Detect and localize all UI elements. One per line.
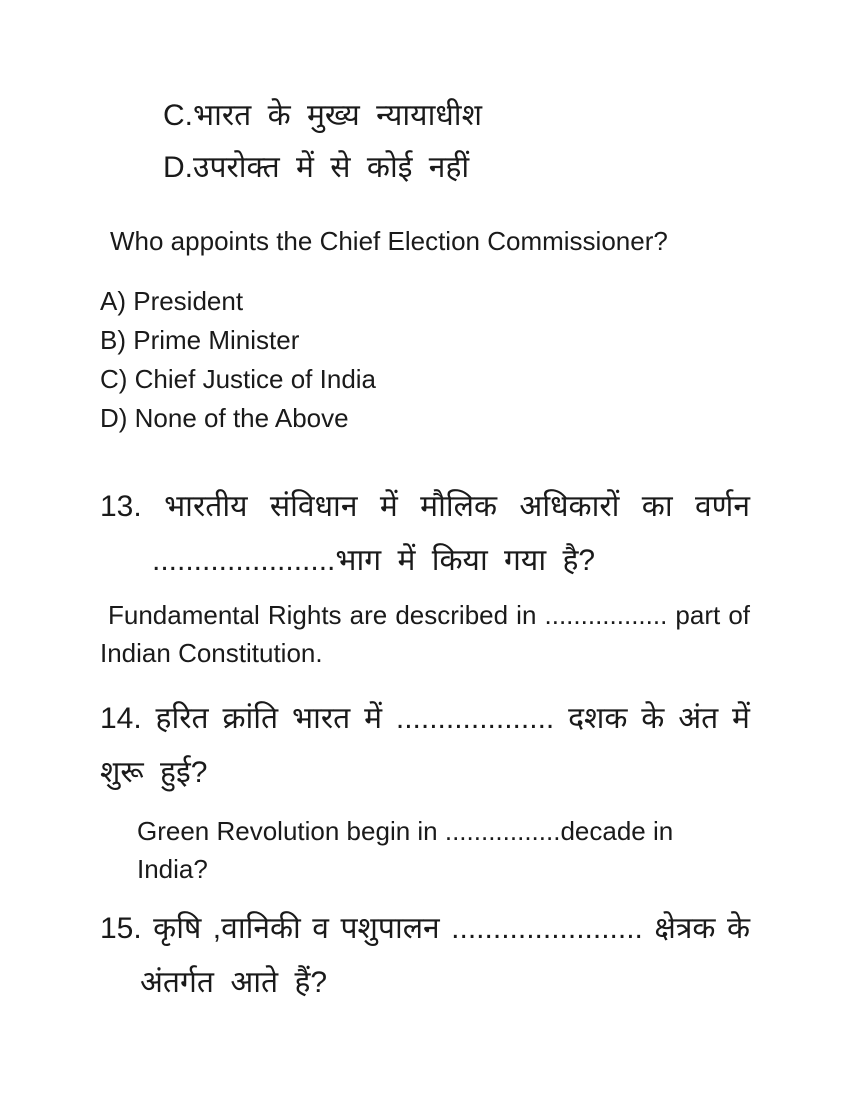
question-13-hindi-line-2: ......................भाग में किया गया है?	[152, 544, 596, 577]
question-14-english: Green Revolution begin in ................decade in India?	[137, 816, 688, 884]
question-13-english-line-2: Indian Constitution.	[100, 638, 323, 668]
question-13-english-line-1: Fundamental Rights are described in ................. part of	[108, 600, 750, 630]
option-d-english: D) None of the Above	[100, 403, 349, 433]
question-14-hindi-line-2: शुरू हुई?	[100, 756, 208, 789]
option-d-hindi: D.उपरोक्त में से कोई नहीं	[163, 151, 470, 184]
option-c-english: C) Chief Justice of India	[100, 364, 377, 394]
question-cec-text: Who appoints the Chief Election Commissioner?	[110, 226, 668, 256]
question-cec-options	[100, 282, 750, 438]
option-b-english: B) Prime Minister	[100, 325, 300, 355]
question-14-hindi-line-1: 14. हरित क्रांति भारत में ................... दशक के अंत में	[100, 702, 750, 735]
option-a-english: A) President	[100, 286, 244, 316]
option-c-hindi: C.भारत के मुख्य न्यायाधीश	[163, 99, 482, 132]
question-13-hindi-line-1: 13. भारतीय संविधान में मौलिक अधिकारों का वर्णन	[100, 490, 750, 523]
question-15-hindi-line-2: अंतर्गत आते हैं?	[140, 966, 328, 999]
question-15-hindi-line-1: 15. कृषि ,वानिकी व पशुपालन ....................... क्षेत्रक के	[100, 912, 750, 945]
